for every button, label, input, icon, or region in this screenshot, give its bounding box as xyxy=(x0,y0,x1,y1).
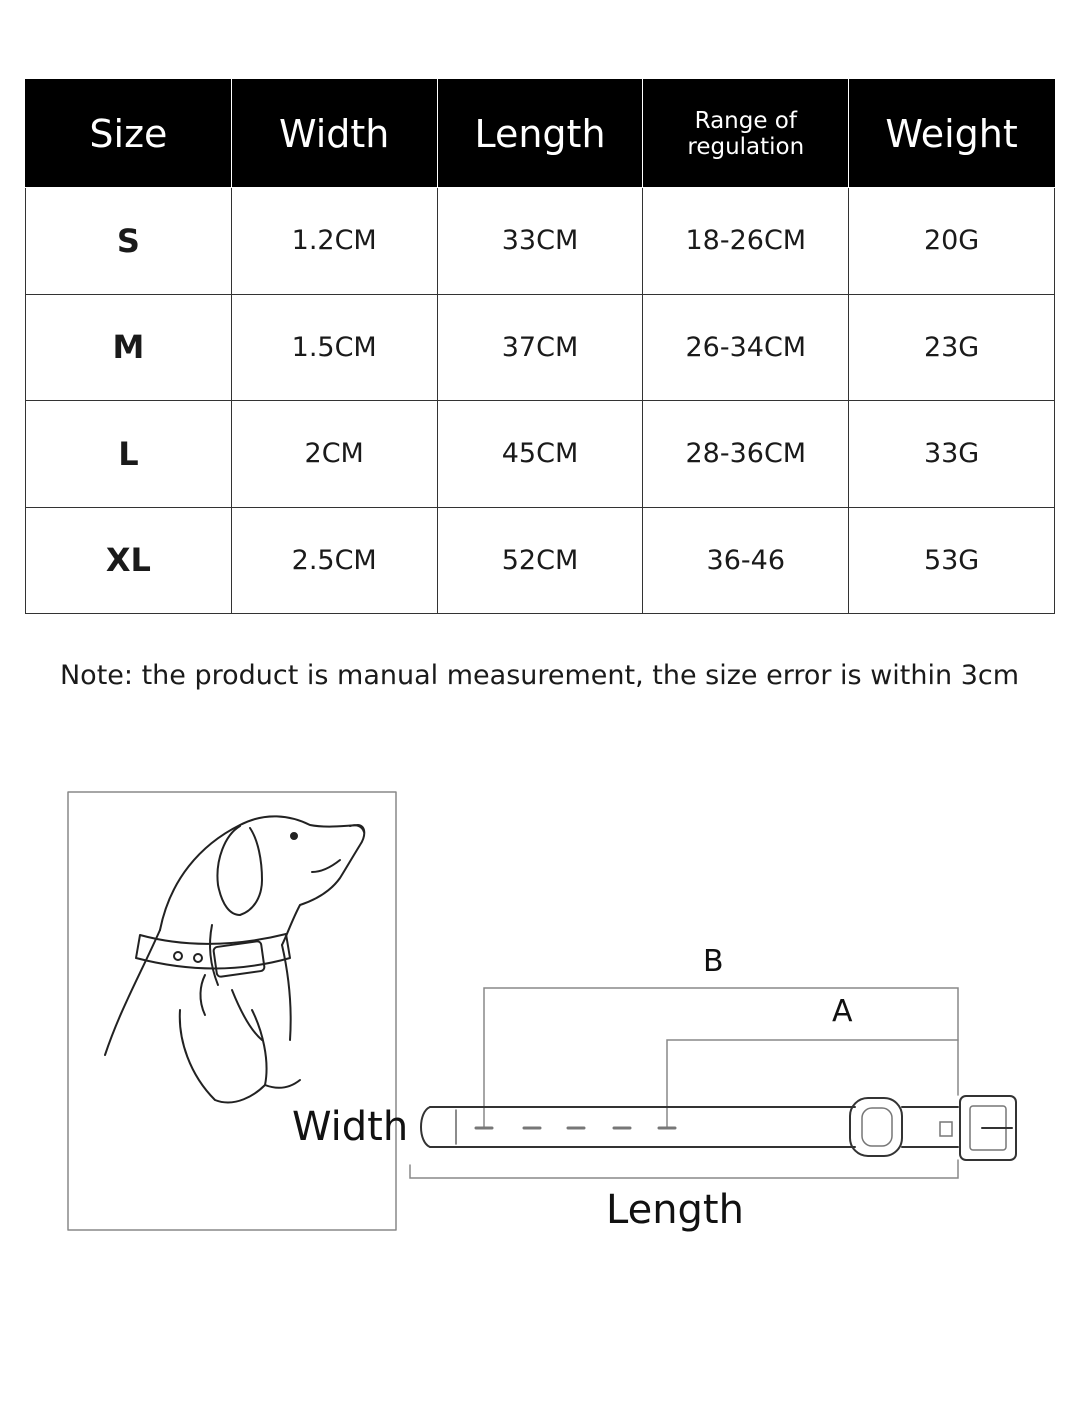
collar-strap xyxy=(430,1107,855,1147)
size-chart-table xyxy=(25,79,1055,614)
size-cell: S xyxy=(26,188,232,295)
length-cell: 52CM xyxy=(437,507,643,614)
width-cell: 1.2CM xyxy=(231,188,437,295)
collar-keeper xyxy=(850,1098,902,1156)
table-row xyxy=(26,188,1055,295)
weight-cell: 53G xyxy=(849,507,1055,614)
weight-cell: 33G xyxy=(849,401,1055,508)
header-width: Width xyxy=(231,80,437,188)
width-label: Width xyxy=(292,1104,409,1150)
table-row xyxy=(26,294,1055,401)
length-cell: 45CM xyxy=(437,401,643,508)
size-cell: L xyxy=(26,401,232,508)
width-cell: 2.5CM xyxy=(231,507,437,614)
length-cell: 33CM xyxy=(437,188,643,295)
label-a: A xyxy=(832,994,853,1029)
length-label: Length xyxy=(606,1187,744,1233)
dimension-a-line xyxy=(667,1040,958,1128)
width-cell: 1.5CM xyxy=(231,294,437,401)
dog-panel-frame xyxy=(68,792,396,1230)
range-cell: 36-46 xyxy=(643,507,849,614)
size-cell: M xyxy=(26,294,232,401)
length-cell: 37CM xyxy=(437,294,643,401)
table-row xyxy=(26,507,1055,614)
label-b: B xyxy=(703,944,724,979)
dog-with-collar-illustration xyxy=(68,792,396,1230)
collar-measurement-diagram xyxy=(0,760,1079,1280)
table-row xyxy=(26,401,1055,508)
weight-cell: 20G xyxy=(849,188,1055,295)
header-length: Length xyxy=(437,80,643,188)
weight-cell: 23G xyxy=(849,294,1055,401)
collar-outline-illustration xyxy=(410,988,1016,1178)
table-header-row xyxy=(26,80,1055,188)
width-cell: 2CM xyxy=(231,401,437,508)
dimension-length-line xyxy=(410,1160,958,1178)
range-cell: 26-34CM xyxy=(643,294,849,401)
size-cell: XL xyxy=(26,507,232,614)
header-size: Size xyxy=(26,80,232,188)
measurement-note: Note: the product is manual measurement, the size error is within 3cm xyxy=(59,660,1020,691)
range-cell: 28-36CM xyxy=(643,401,849,508)
range-cell: 18-26CM xyxy=(643,188,849,295)
header-range: Range of regulation xyxy=(643,80,849,188)
header-weight: Weight xyxy=(849,80,1055,188)
